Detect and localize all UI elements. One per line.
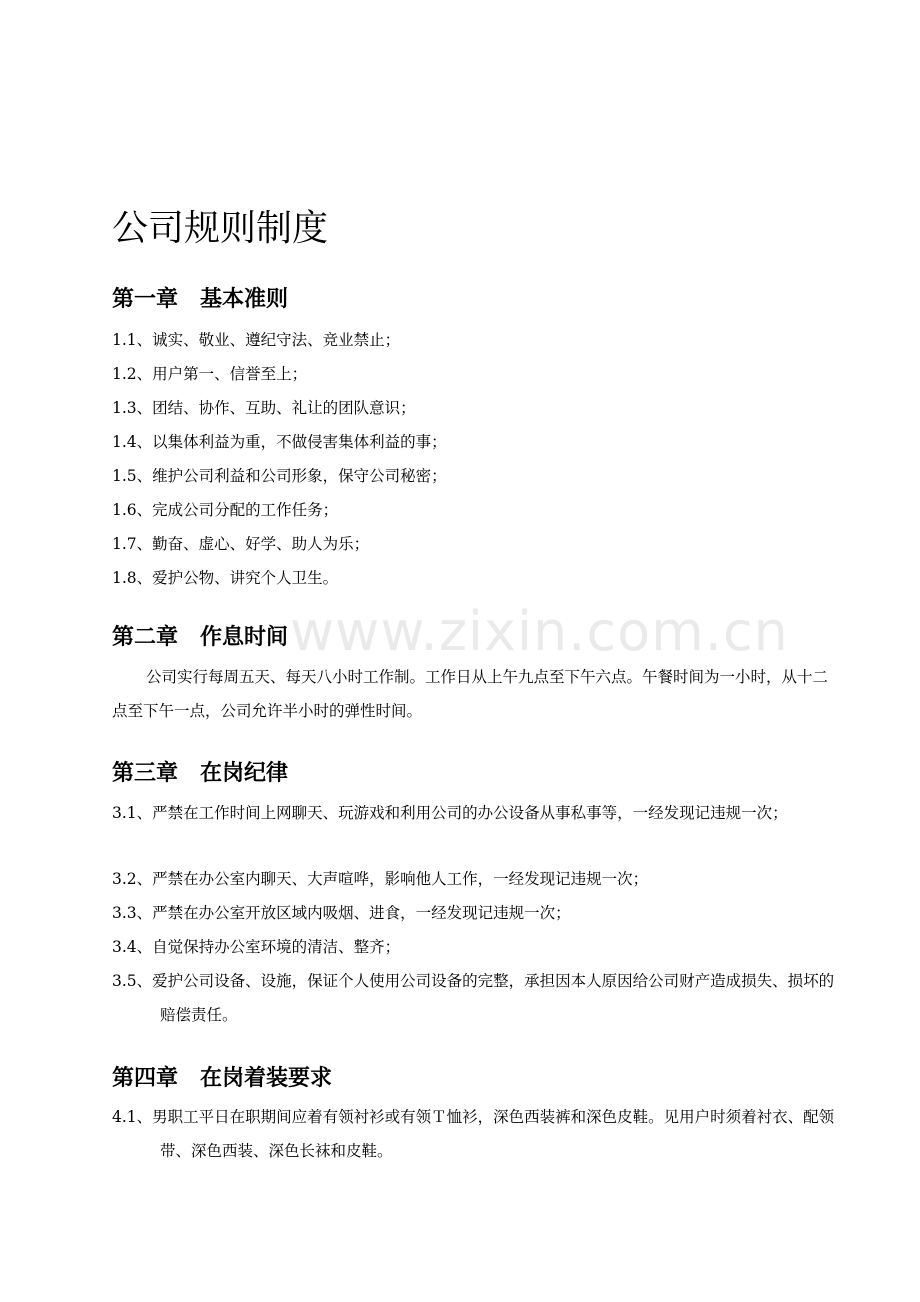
- list-item: 1.8、爱护公物、讲究个人卫生。: [112, 569, 339, 587]
- watermark: www.zixin.com.cn: [290, 600, 789, 663]
- list-item: 3.5、爱护公司设备、设施，保证个人使用公司设备的完整，承担因本人原因给公司财产造成损失、损坏的赔偿责任。: [112, 972, 835, 1024]
- chapter-4-heading: [112, 1063, 332, 1095]
- chapter-2-name: 作息时间: [200, 625, 289, 650]
- chapter-2-number: 第二章: [112, 625, 179, 650]
- list-item: 1.4、以集体利益为重，不做侵害集体利益的事；: [112, 433, 447, 451]
- document-title: 公司规则制度: [112, 208, 329, 249]
- list-item: 1.5、维护公司利益和公司形象，保守公司秘密；: [112, 467, 447, 485]
- list-item: 1.1、诚实、敬业、遵纪守法、竞业禁止；: [112, 331, 401, 349]
- list-item: 1.6、完成公司分配的工作任务；: [112, 501, 339, 519]
- chapter-1-name: 基本准则: [200, 287, 289, 312]
- chapter-1-number: 第一章: [112, 287, 179, 312]
- chapter-4-name: 在岗着装要求: [200, 1066, 333, 1091]
- list-item: 4.1、男职工平日在职期间应着有领衬衫或有领Ｔ恤衫，深色西装裤和深色皮鞋。见用户时须着衬衣、配领带、深色西装、深色长袜和皮鞋。: [112, 1108, 835, 1160]
- list-item: 1.2、用户第一、信誉至上；: [112, 365, 308, 383]
- chapter-1-heading: [112, 284, 288, 316]
- list-item: 3.4、自觉保持办公室环境的清洁、整齐；: [112, 938, 401, 956]
- list-item: 1.3、团结、协作、互助、礼让的团队意识；: [112, 399, 416, 417]
- list-item: 3.1、严禁在工作时间上网聊天、玩游戏和利用公司的办公设备从事私事等，一经发现记违规一次；: [112, 804, 788, 822]
- chapter-3-name: 在岗纪律: [200, 761, 289, 786]
- chapter-3-number: 第三章: [112, 761, 179, 786]
- chapter-4-number: 第四章: [112, 1066, 179, 1091]
- chapter-2-heading: [112, 622, 288, 654]
- list-item: 1.7、勤奋、虚心、好学、助人为乐；: [112, 535, 370, 553]
- list-item: 3.3、严禁在办公室开放区域内吸烟、进食，一经发现记违规一次；: [112, 904, 571, 922]
- list-item: 3.2、严禁在办公室内聊天、大声喧哗，影响他人工作，一经发现记违规一次；: [112, 870, 649, 888]
- chapter-3-heading: [112, 758, 288, 790]
- chapter-2-paragraph: 公司实行每周五天、每天八小时工作制。工作日从上午九点至下午六点。午餐时间为一小时，从十二点至下午一点，公司允许半小时的弹性时间。: [112, 668, 829, 720]
